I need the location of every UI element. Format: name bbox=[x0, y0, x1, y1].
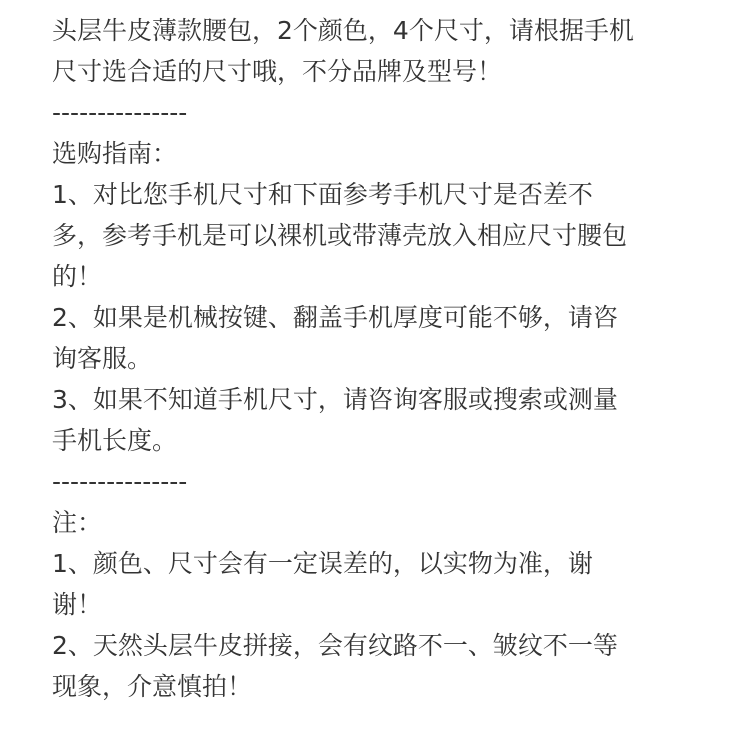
note-item-1-line-1: 1、颜色、尺寸会有一定误差的，以实物为准，谢 bbox=[52, 549, 593, 578]
guide-item-1-line-3: 的！ bbox=[52, 262, 103, 291]
note-heading: 注： bbox=[52, 508, 103, 537]
guide-item-2-line-1: 2、如果是机械按键、翻盖手机厚度可能不够，请咨 bbox=[52, 303, 618, 332]
guide-item-1-line-2: 多，参考手机是可以裸机或带薄壳放入相应尺寸腰包 bbox=[52, 221, 628, 250]
guide-item-3-line-2: 手机长度。 bbox=[52, 426, 178, 455]
divider-1: --------------- bbox=[52, 98, 188, 127]
guide-item-2-line-2: 询客服。 bbox=[52, 344, 153, 373]
guide-heading: 选购指南： bbox=[52, 139, 178, 168]
intro-line-1: 头层牛皮薄款腰包，2个颜色，4个尺寸，请根据手机 bbox=[52, 16, 634, 45]
intro-line-2: 尺寸选合适的尺寸哦，不分品牌及型号！ bbox=[52, 57, 503, 86]
note-item-2-line-2: 现象，介意慎拍！ bbox=[52, 672, 253, 701]
guide-item-3-line-1: 3、如果不知道手机尺寸，请咨询客服或搜索或测量 bbox=[52, 385, 618, 414]
note-item-1-line-2: 谢！ bbox=[52, 590, 103, 619]
guide-item-1-line-1: 1、对比您手机尺寸和下面参考手机尺寸是否差不 bbox=[52, 180, 593, 209]
note-item-2-line-1: 2、天然头层牛皮拼接，会有纹路不一、皱纹不一等 bbox=[52, 631, 618, 660]
divider-2: --------------- bbox=[52, 467, 188, 496]
product-description bbox=[52, 10, 702, 707]
